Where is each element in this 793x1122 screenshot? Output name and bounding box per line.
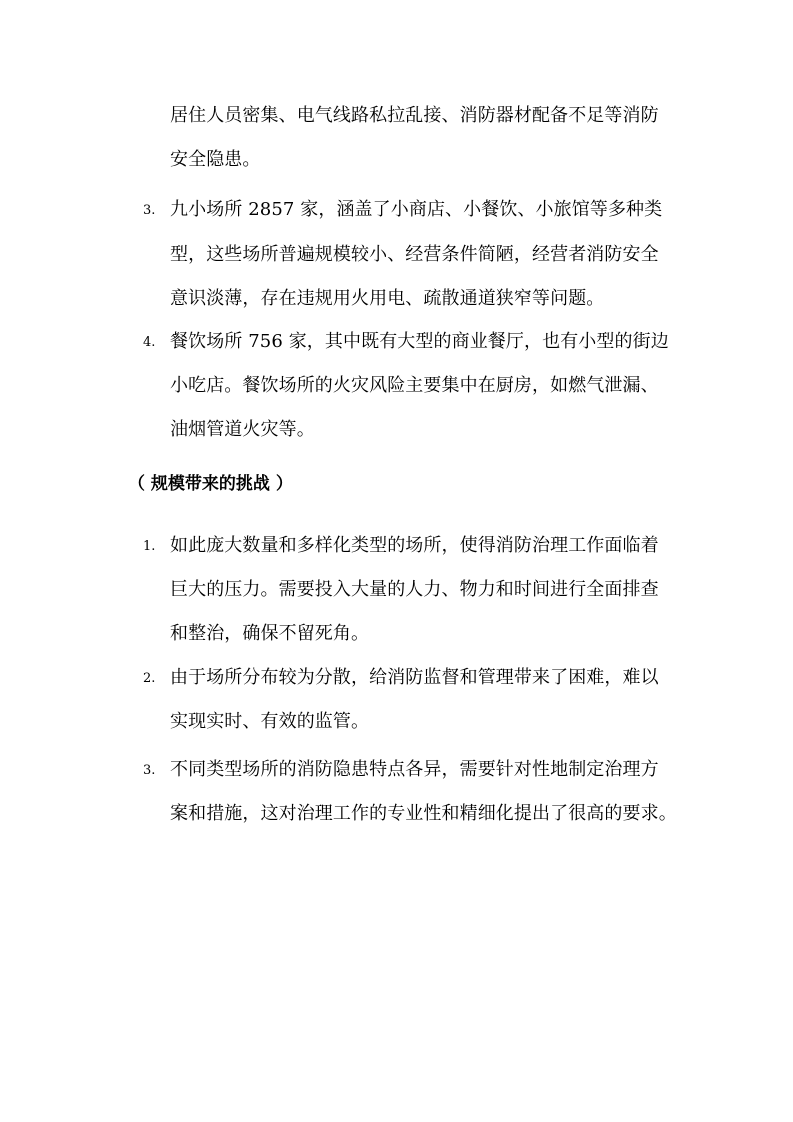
intro-line-2: 安全隐患。 — [170, 149, 261, 170]
challenge-item-1-number: 1. — [143, 539, 156, 554]
challenge-item-3-line-2: 案和措施，这对治理工作的专业性和精细化提出了很高的要求。 — [170, 803, 677, 824]
challenge-item-1-line-2: 巨大的压力。需要投入大量的人力、物力和时间进行全面排查 — [170, 579, 659, 600]
challenge-item-3-number: 3. — [143, 763, 156, 778]
section-heading: （ 规模带来的挑战 ） — [128, 474, 293, 494]
scale-item-3-line-1: 九小场所 2857 家，涵盖了小商店、小餐饮、小旅馆等多种类 — [170, 199, 663, 220]
challenge-item-1-line-1: 如此庞大数量和多样化类型的场所，使得消防治理工作面临着 — [170, 535, 659, 556]
scale-item-4-line-1: 餐饮场所 756 家，其中既有大型的商业餐厅，也有小型的街边 — [170, 331, 669, 352]
intro-line-1: 居住人员密集、电气线路私拉乱接、消防器材配备不足等消防 — [170, 105, 659, 126]
scale-item-4-line-2: 小吃店。餐饮场所的火灾风险主要集中在厨房，如燃气泄漏、 — [170, 375, 659, 396]
challenge-item-2-line-1: 由于场所分布较为分散，给消防监督和管理带来了困难，难以 — [170, 667, 659, 688]
challenge-item-3-line-1: 不同类型场所的消防隐患特点各异，需要针对性地制定治理方 — [170, 759, 659, 780]
challenge-item-1-line-3: 和整治，确保不留死角。 — [170, 623, 370, 644]
scale-item-3-number: 3. — [143, 203, 156, 218]
scale-item-3-line-3: 意识淡薄，存在违规用火用电、疏散通道狭窄等问题。 — [170, 288, 605, 309]
scale-item-4-line-3: 油烟管道火灾等。 — [170, 419, 315, 440]
scale-item-3-line-2: 型，这些场所普遍规模较小、经营条件简陋，经营者消防安全 — [170, 244, 659, 265]
scale-item-4-number: 4. — [143, 335, 156, 350]
challenge-item-2-number: 2. — [143, 671, 156, 686]
challenge-item-2-line-2: 实现实时、有效的监管。 — [170, 711, 370, 732]
